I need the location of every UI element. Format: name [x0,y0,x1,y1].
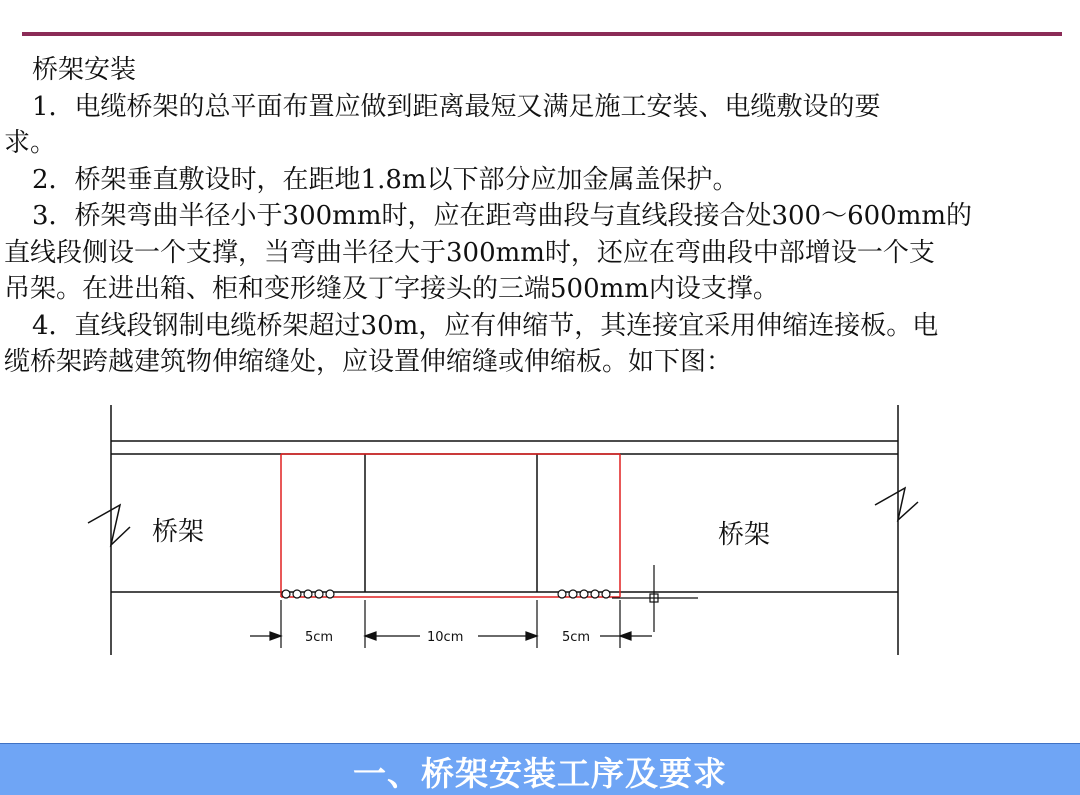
bolt-icon [580,590,588,598]
paragraph-3-line-3: 吊架。在进出箱、柜和变形缝及丁字接头的三端500mm内设支撑。 [4,274,779,304]
dim-label-left: 5cm [305,630,334,645]
left-tray-label: 桥架 [152,517,205,547]
right-tray-label: 桥架 [718,520,771,550]
arrow-right-icon [526,632,537,640]
expansion-joint-diagram [0,395,1080,665]
arrow-right-icon [270,632,281,640]
bolt-icon [326,590,334,598]
bolt-icon [293,590,301,598]
footer-title: 一、桥架安装工序及要求 [353,754,727,793]
arrow-left-icon [620,632,631,640]
bolt-icon [591,590,599,598]
bolt-icon [282,590,290,598]
bolt-icon [304,590,312,598]
slide-body-text [4,52,1064,381]
paragraph-4-line-2: 缆桥架跨越建筑物伸缩缝处，应设置伸缩缝或伸缩板。如下图： [4,347,733,377]
paragraph-2-line-1: 2．桥架垂直敷设时，在距地1.8m以下部分应加金属盖保护。 [32,164,739,195]
right-break-symbol [875,488,918,520]
crosshair-icon [612,565,698,632]
bolt-icon [602,590,610,598]
bolt-icon [569,590,577,598]
dim-label-middle: 10cm [427,630,464,645]
left-break-symbol [88,505,130,545]
top-divider [22,32,1062,36]
paragraph-3-line-2: 直线段侧设一个支撑，当弯曲半径大于300mm时，还应在弯曲段中部增设一个支 [4,237,935,268]
paragraph-4-line-1: 4．直线段钢制电缆桥架超过30m，应有伸缩节，其连接宜采用伸缩连接板。电 [32,310,939,341]
arrow-left-icon [365,632,376,640]
paragraph-3-line-1: 3．桥架弯曲半径小于300mm时，应在距弯曲段与直线段接合处300～600mm的 [32,201,973,231]
bolt-icon [558,590,566,598]
dim-label-right: 5cm [562,630,591,645]
paragraph-1-line-1: 1．电缆桥架的总平面布置应做到距离最短又满足施工安装、电缆敷设的要 [32,91,881,122]
slide-heading: 桥架安装 [32,55,137,85]
bolt-icon [315,590,323,598]
paragraph-1-line-2: 求。 [4,128,57,158]
